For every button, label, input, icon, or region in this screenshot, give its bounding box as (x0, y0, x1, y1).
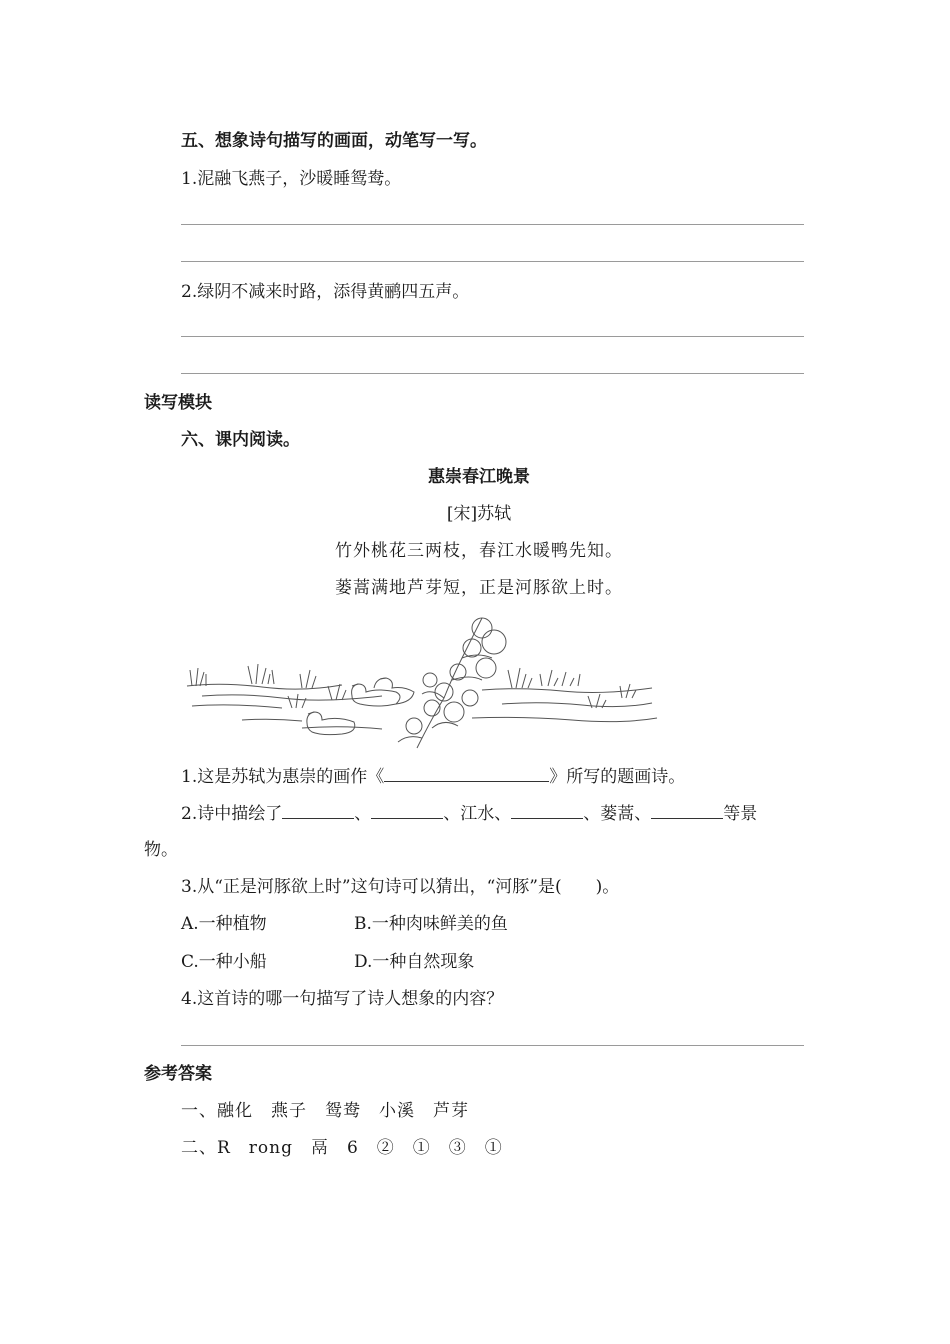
answer-line (181, 261, 804, 262)
answer-line (181, 224, 804, 225)
option-d: D.一种自然现象 (354, 952, 475, 972)
answers-line-2: 二、R rong 鬲 6 ② ① ③ ① (181, 1138, 503, 1158)
question-5-2: 2.绿阴不减来时路，添得黄鹂四五声。 (181, 282, 470, 302)
answer-line (181, 373, 804, 374)
poem-line-1: 竹外桃花三两枝，春江水暖鸭先知。 (335, 541, 623, 561)
option-c: C.一种小船 (181, 952, 267, 972)
fill-blank[interactable] (511, 804, 583, 819)
question-6-2: 2.诗中描绘了 、 、江水、 、蒌蒿、 等景 (181, 804, 758, 824)
poem-author: [宋]苏轼 (446, 504, 512, 524)
fill-blank[interactable] (651, 804, 723, 819)
poem-illustration (182, 608, 662, 756)
question-5-1: 1.泥融飞燕子，沙暖睡鸳鸯。 (181, 169, 402, 189)
answers-title: 参考答案 (144, 1064, 212, 1084)
module-title: 读写模块 (144, 393, 212, 413)
fill-blank[interactable] (282, 804, 354, 819)
question-6-4: 4.这首诗的哪一句描写了诗人想象的内容？ (181, 989, 504, 1009)
answers-line-1: 一、融化 燕子 鸳鸯 小溪 芦芽 (181, 1101, 469, 1121)
fill-blank[interactable] (371, 804, 443, 819)
answer-line (181, 1045, 804, 1046)
section-6-heading: 六、课内阅读。 (181, 430, 300, 450)
option-b: B.一种肉味鲜美的鱼 (354, 914, 508, 934)
answer-line (181, 336, 804, 337)
option-a: A.一种植物 (181, 914, 267, 934)
section-5-heading: 五、想象诗句描写的画面，动笔写一写。 (181, 131, 487, 151)
poem-title: 惠崇春江晚景 (428, 467, 530, 487)
question-6-3: 3.从“正是河豚欲上时”这句诗可以猜出，“河豚”是( )。 (181, 877, 620, 897)
fill-blank[interactable] (384, 767, 549, 782)
poem-line-2: 蒌蒿满地芦芽短，正是河豚欲上时。 (335, 578, 623, 598)
question-6-2-continued: 物。 (144, 840, 178, 860)
question-6-1: 1.这是苏轼为惠崇的画作《 》所写的题画诗。 (181, 767, 686, 787)
